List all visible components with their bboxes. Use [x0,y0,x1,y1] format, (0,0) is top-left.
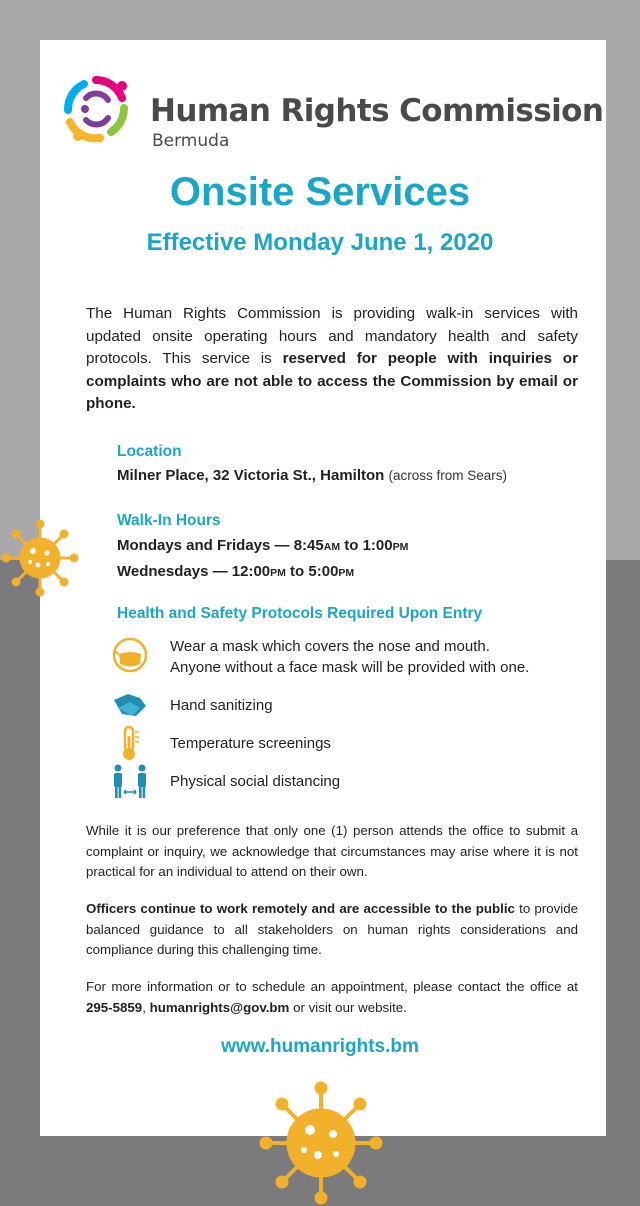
address-text: Milner Place, 32 Victoria St., Hamilton [117,467,385,484]
paragraph-officers [86,899,578,961]
page-subtitle: Effective Monday June 1, 2020 [146,229,494,256]
paragraph-contact [86,977,578,1018]
hrc-logo [56,70,136,150]
thermometer-icon [110,724,150,762]
protocol-text: Anyone without a face mask will be provided with one. [170,659,530,676]
contact-text-end: or visit our website. [289,999,407,1015]
brand-sub: Bermuda [152,131,230,151]
page-title: Onsite Services [169,170,471,214]
protocol-item-mask [110,636,580,678]
hand-sanitizing-icon [110,686,150,724]
face-mask-icon [110,636,150,674]
hours-suffix: PM [270,567,286,579]
hours-text: to 5:00 [285,563,339,580]
protocol-item-distancing [110,762,580,800]
officers-text: to provide balanced guidance to all stakeholders on human rights considerations and compliance during this challenging time. [86,901,579,957]
hours-text: to 1:00 [340,537,393,554]
hours-text: Wednesdays — 12:00 [117,563,271,580]
location-address [117,467,507,484]
social-distancing-icon [110,762,150,800]
protocol-text: Wear a mask which covers the nose and mouth. [170,638,490,655]
paragraph-preference: While it is our preference that only one (1) person attends the office to submit a complaint or inquiry, we acknowledge that circumstances may arise where it is not practical for an individual to attend on their own. [86,823,578,879]
intro-bold-text: reserved for people with inquiries or complaints who are not able to access the Commission by email or phone. [86,350,578,412]
contact-text: For more information or to schedule an appointment, please contact the office at [86,979,578,994]
hours-suffix: PM [338,567,355,579]
hours-suffix: PM [392,541,409,553]
protocols-heading: Health and Safety Protocols Required Upon Entry [117,605,483,622]
hours-line-2 [117,563,354,580]
coronavirus-icon-bottom [258,1080,384,1206]
website-link[interactable]: www.humanrights.bm [221,1036,419,1057]
protocol-text: Hand sanitizing [170,697,273,714]
intro-text: The Human Rights Commission is providing walk-in services with updated onsite operating hours and mandatory health and safety protocols. This service is [86,305,578,367]
protocol-text: Physical social distancing [170,773,341,790]
brand-name: Human Rights Commission [150,93,604,129]
coronavirus-icon [0,518,80,598]
protocol-item-temperature [110,724,580,762]
contact-separator: , [142,999,150,1015]
phone-number: 295-5859 [86,999,143,1015]
address-note: (across from Sears) [388,468,508,483]
protocol-item-sanitizing [110,686,580,724]
hours-line-1 [117,537,408,554]
email-link[interactable]: humanrights@gov.bm [149,999,290,1015]
officers-bold-text: Officers continue to work remotely and are accessible to the public [86,901,515,916]
intro-paragraph [86,303,578,416]
hours-text: Mondays and Fridays — 8:45 [117,537,324,554]
protocol-text: Temperature screenings [170,735,331,752]
hours-suffix: AM [323,541,341,553]
hours-heading: Walk-In Hours [117,512,221,529]
location-heading: Location [117,443,182,460]
